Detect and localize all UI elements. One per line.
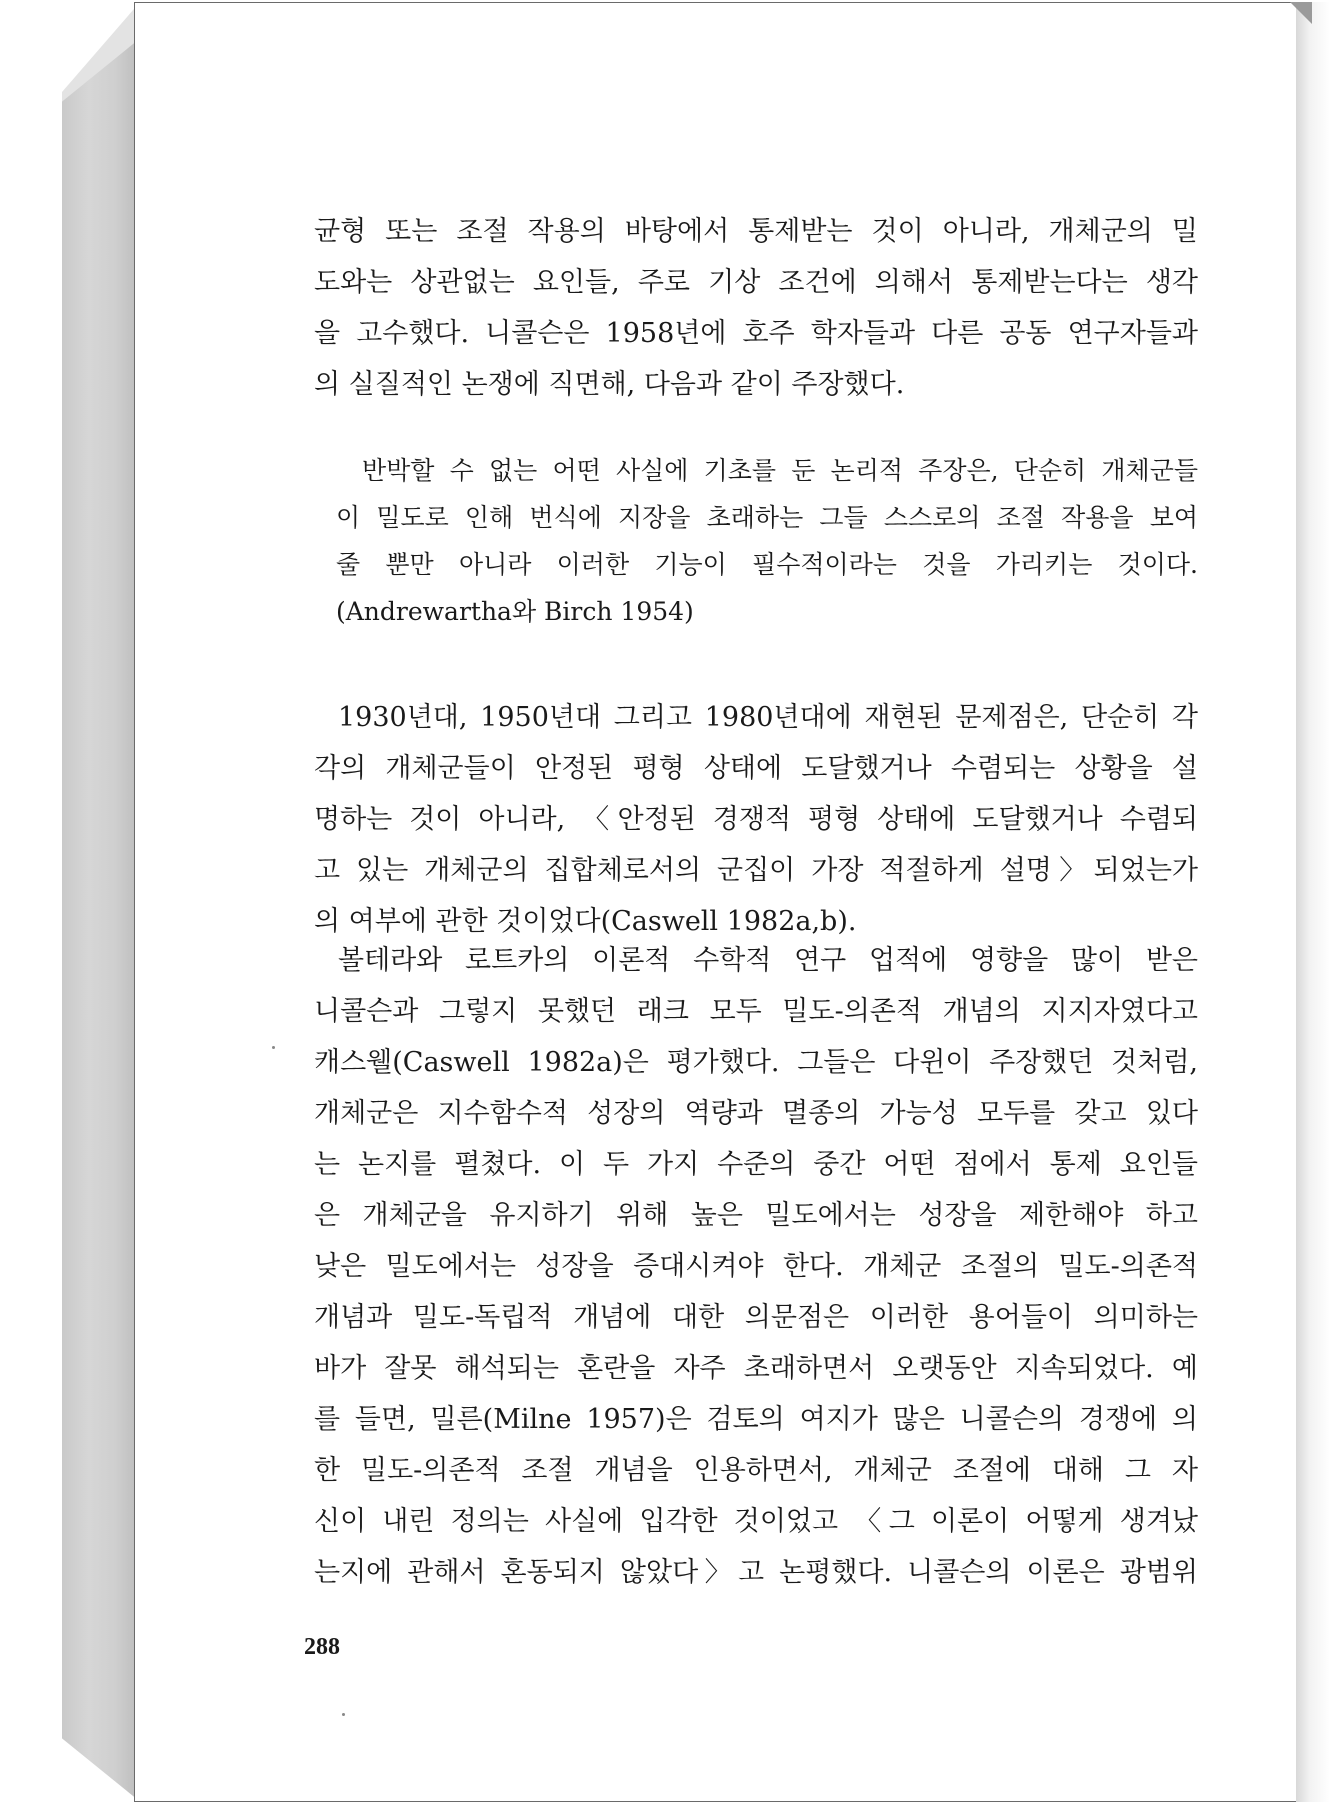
text-line: 를 들면, 밀른(Milne 1957)은 검토의 여지가 많은 니콜슨의 경쟁에 의 — [314, 1404, 1198, 1435]
block-quote — [336, 447, 1198, 635]
text-line: 의 실질적인 논쟁에 직면해, 다음과 같이 주장했다. — [314, 369, 905, 400]
text-line: 한 밀도-의존적 조절 개념을 인용하면서, 개체군 조절에 대해 그 자 — [314, 1455, 1198, 1486]
quote-citation: (Andrewartha와 Birch 1954) — [336, 597, 694, 626]
text-line: 도와는 상관없는 요인들, 주로 기상 조건에 의해서 통제받는다는 생각 — [314, 267, 1198, 298]
text-line: 을 고수했다. 니콜슨은 1958년에 호주 학자들과 다른 공동 연구자들과 — [314, 318, 1198, 349]
text-line: 개념과 밀도-독립적 개념에 대한 의문점은 이러한 용어들이 의미하는 — [314, 1302, 1198, 1333]
paragraph-1 — [314, 206, 1198, 410]
text-line: 는지에 관해서 혼동되지 않았다〉고 논평했다. 니콜슨의 이론은 광범위 — [314, 1557, 1198, 1588]
text-line: 신이 내린 정의는 사실에 입각한 것이었고 〈그 이론이 어떻게 생겨났 — [314, 1506, 1198, 1537]
text-line: 은 개체군을 유지하기 위해 높은 밀도에서는 성장을 제한해야 하고 — [314, 1200, 1198, 1231]
scan-speck — [272, 1046, 275, 1049]
paragraph-3 — [314, 935, 1198, 1598]
text-line: 낮은 밀도에서는 성장을 증대시켜야 한다. 개체군 조절의 밀도-의존적 — [314, 1251, 1198, 1282]
text-line: 의 여부에 관한 것이었다(Caswell 1982a,b). — [314, 906, 857, 937]
quote-line: 이 밀도로 인해 번식에 지장을 초래하는 그들 스스로의 조절 작용을 보여 — [336, 503, 1198, 532]
text-line: 캐스웰(Caswell 1982a)은 평가했다. 그들은 다윈이 주장했던 것처럼, — [314, 1047, 1198, 1078]
paragraph-2 — [314, 692, 1198, 947]
text-line: 는 논지를 펼쳤다. 이 두 가지 수준의 중간 어떤 점에서 통제 요인들 — [314, 1149, 1198, 1180]
text-line: 1930년대, 1950년대 그리고 1980년대에 재현된 문제점은, 단순히 각 — [338, 702, 1198, 733]
page-edge-shadow — [1296, 2, 1330, 1802]
text-line: 니콜슨과 그렇지 못했던 래크 모두 밀도-의존적 개념의 지지자였다고 — [314, 996, 1198, 1027]
quote-line: 반박할 수 없는 어떤 사실에 기초를 둔 논리적 주장은, 단순히 개체군들 — [362, 456, 1198, 485]
text-line: 고 있는 개체군의 집합체로서의 군집이 가장 적절하게 설명〉되었는가 — [314, 855, 1198, 886]
text-line: 바가 잘못 해석되는 혼란을 자주 초래하면서 오랫동안 지속되었다. 예 — [314, 1353, 1198, 1384]
text-line: 명하는 것이 아니라, 〈안정된 경쟁적 평형 상태에 도달했거나 수렴되 — [314, 804, 1198, 835]
quote-line: 줄 뿐만 아니라 이러한 기능이 필수적이라는 것을 가리키는 것이다. — [336, 550, 1198, 579]
book-spine — [62, 40, 138, 1800]
page-number: 288 — [304, 1634, 340, 1660]
text-line: 균형 또는 조절 작용의 바탕에서 통제받는 것이 아니라, 개체군의 밀 — [314, 216, 1198, 247]
text-line: 볼테라와 로트카의 이론적 수학적 연구 업적에 영향을 많이 받은 — [338, 945, 1198, 976]
text-line: 개체군은 지수함수적 성장의 역량과 멸종의 가능성 모두를 갖고 있다 — [314, 1098, 1198, 1129]
text-line: 각의 개체군들이 안정된 평형 상태에 도달했거나 수렴되는 상황을 설 — [314, 753, 1198, 784]
scan-speck — [342, 1713, 345, 1716]
